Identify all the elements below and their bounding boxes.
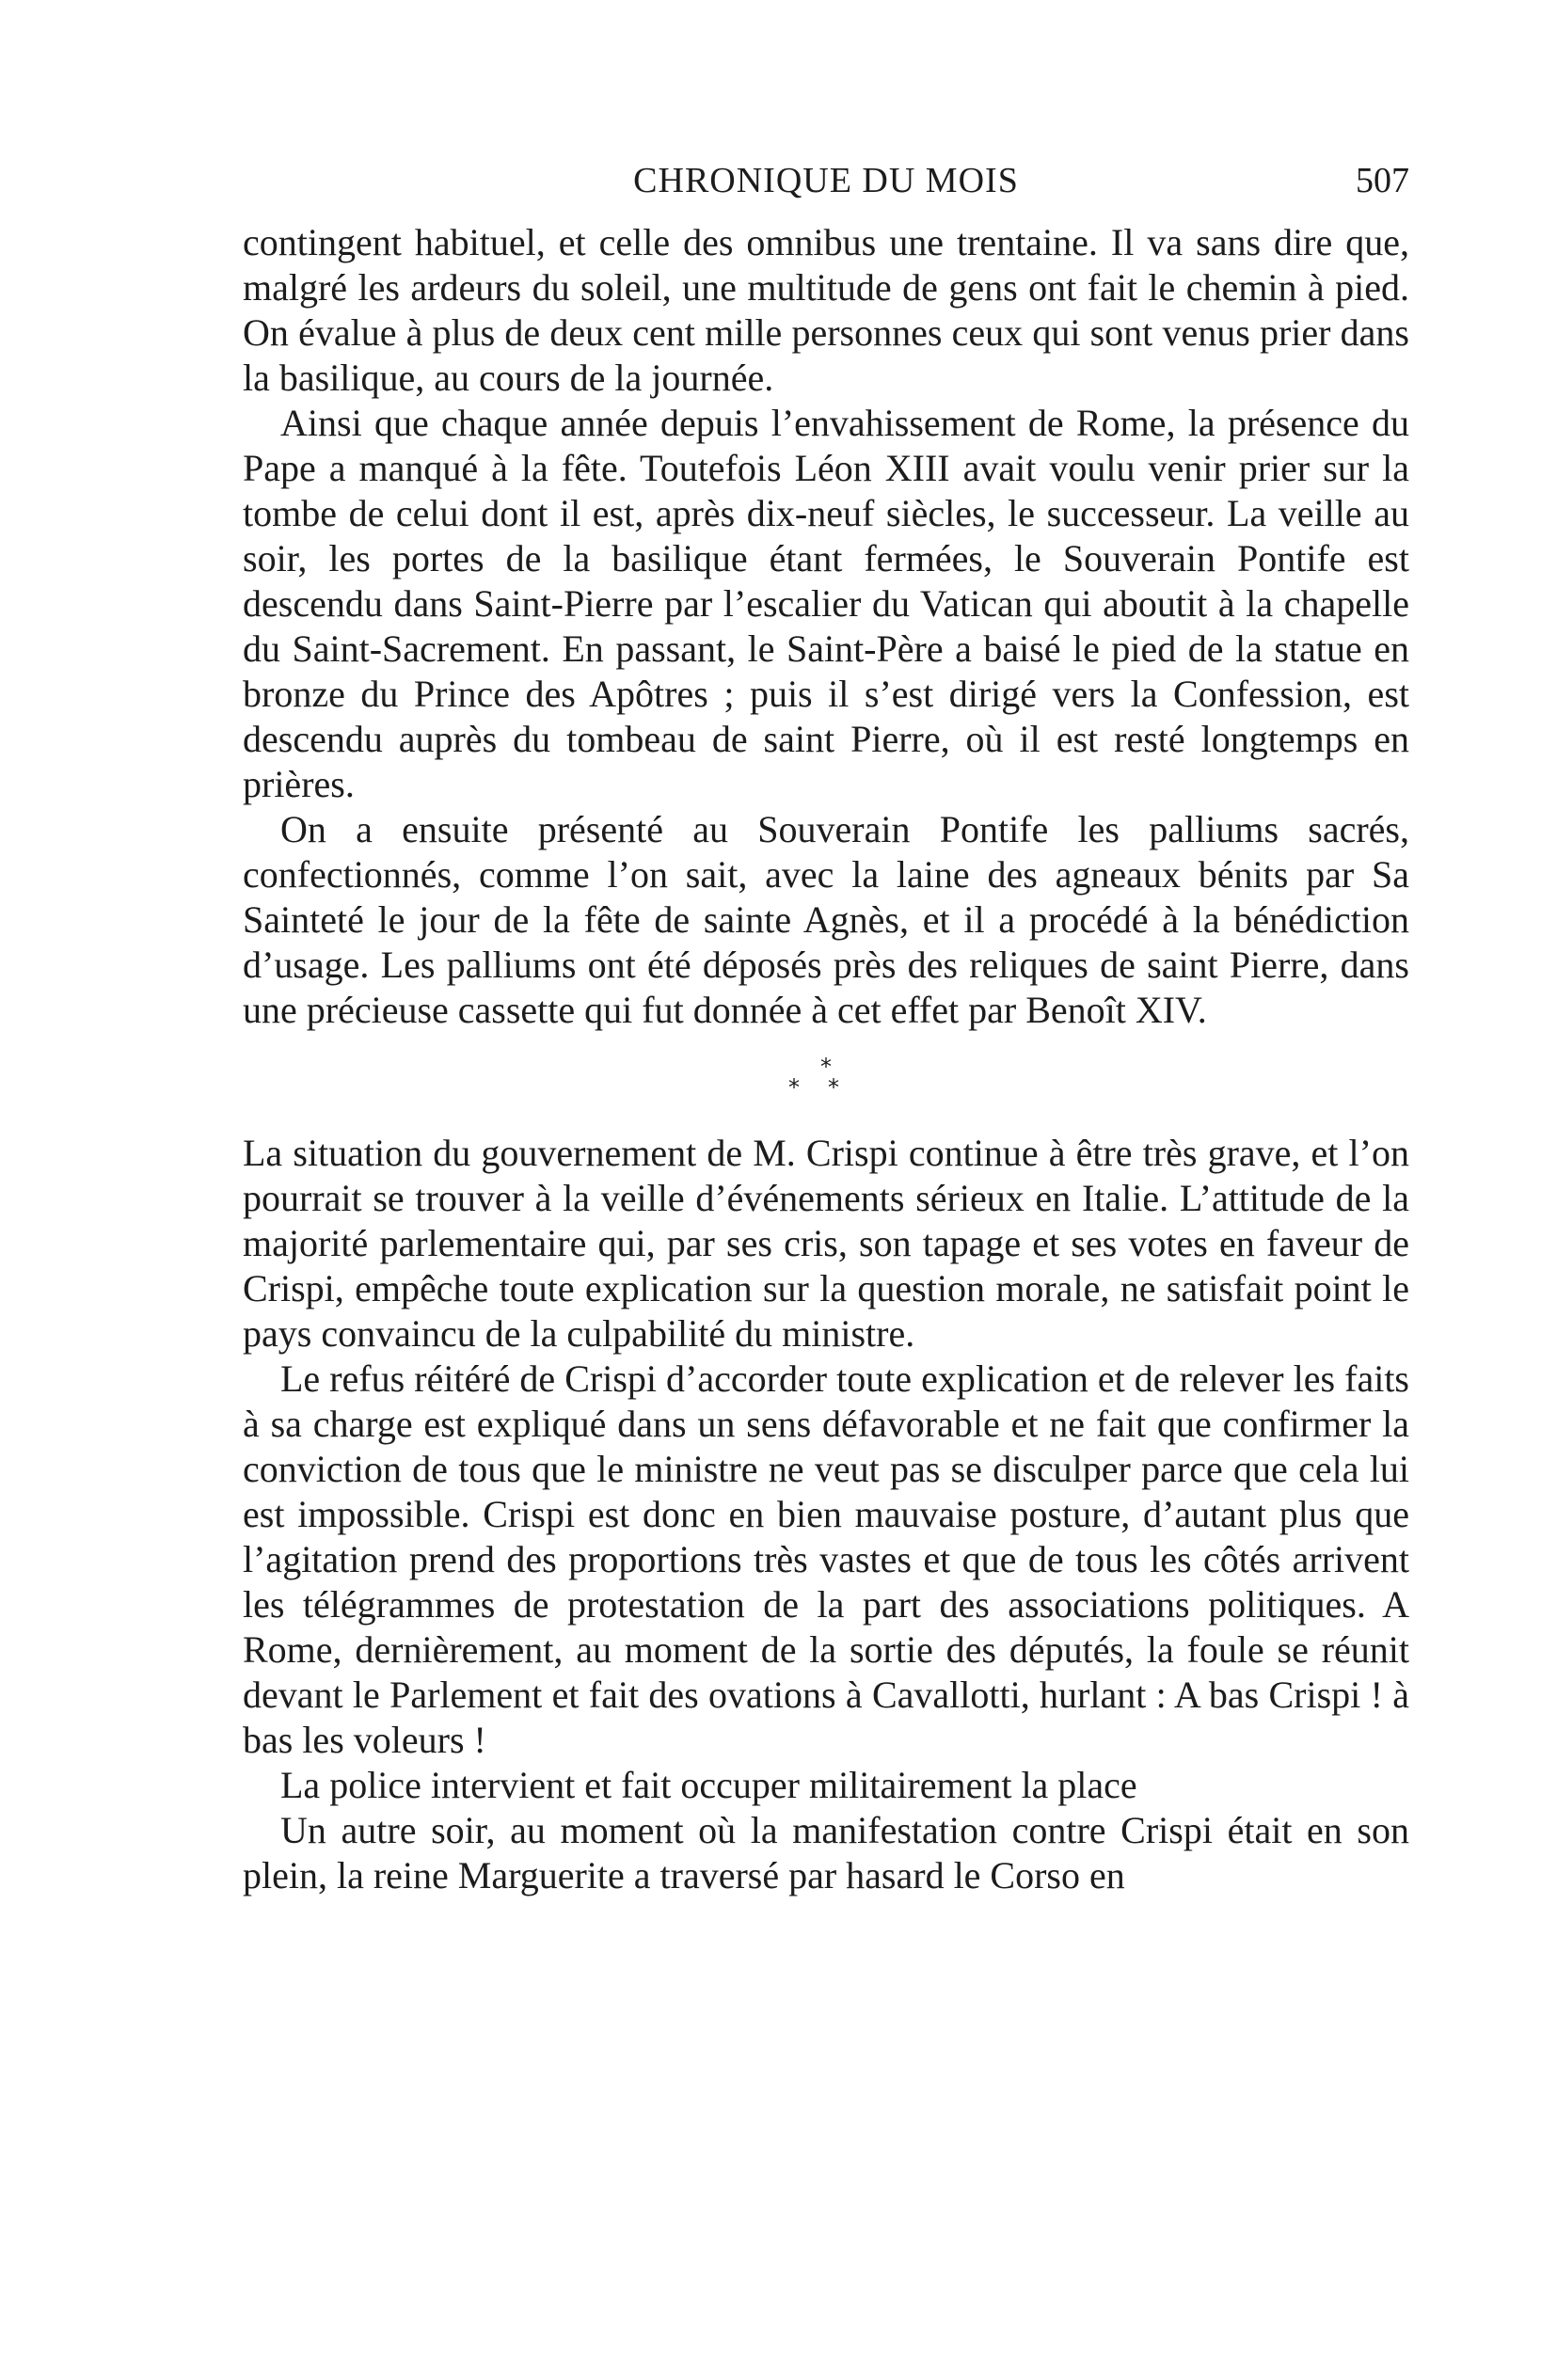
paragraph: Ainsi que chaque année depuis l’envahissement de Rome, la présence du Pape a manqué à la fête. Toutefois Léon XIII avait voulu venir prier sur la tombe de celui dont il est, après dix-neuf siècles, le successeur. La veille au soir, les portes de la basilique étant fermées, le Souverain Pontife est descendu dans Saint-Pierre par l’escalier du Vatican qui aboutit à la chapelle du Saint-Sacrement. En passant, le Saint-Père a baisé le pied de la statue en bronze du Prince des Apôtres ; puis il s’est dirigé vers la Confession, est descendu auprès du tombeau de saint Pierre, où il est resté longtemps en prières. bbox=[243, 402, 1409, 805]
paragraph: Un autre soir, au moment où la manifestation contre Crispi était en son plein, la reine Marguerite a traversé par hasard le Corso en bbox=[243, 1809, 1409, 1896]
book-page bbox=[243, 160, 1409, 1898]
paragraph: Le refus réitéré de Crispi d’accorder toute explication et de relever les faits à sa charge est expliqué dans un sens défavorable et ne fait que confirmer la conviction de tous que le ministre ne veut pas se disculper parce que cela lui est impossible. Crispi est donc en bien mauvaise posture, d’autant plus que l’agitation prend des proportions très vastes et que de tous les côtés arrivent les télégrammes de protestation de la part des associations politiques. A Rome, dernièrement, au moment de la sortie des députés, la foule se réunit devant le Parlement et fait des ovations à Cavallotti, hurlant : A bas Crispi ! à bas les voleurs ! bbox=[243, 1357, 1409, 1761]
running-title: CHRONIQUE DU MOIS bbox=[633, 161, 1019, 200]
asterism-star: * bbox=[788, 1074, 800, 1101]
page-number: 507 bbox=[1356, 161, 1409, 200]
section-separator-asterism bbox=[243, 1039, 1409, 1129]
asterism-star: * bbox=[820, 1054, 832, 1080]
paragraph: La situation du gouvernement de M. Crispi continue à être très grave, et l’on pourrait se trouver à la veille d’événements sérieux en Italie. L’attitude de la majorité parlementaire qui, par ses cris, son tapage et ses votes en faveur de Crispi, empêche toute explication sur la question morale, ne satisfait point le pays convaincu de la culpabilité du ministre. bbox=[243, 1132, 1409, 1355]
running-head bbox=[243, 160, 1409, 209]
paragraph: On a ensuite présenté au Souverain Pontife les palliums sacrés, confectionnés, comme l’on sait, avec la laine des agneaux bénits par Sa Sainteté le jour de la fête de sainte Agnès, et il a procédé à la bénédiction d’usage. Les palliums ont été déposés près des reliques de saint Pierre, dans une précieuse cassette qui fut donnée à cet effet par Benoît XIV. bbox=[243, 808, 1409, 1031]
paragraph: contingent habituel, et celle des omnibus une trentaine. Il va sans dire que, malgré les ardeurs du soleil, une multitude de gens ont fait le chemin à pied. On évalue à plus de deux cent mille personnes ceux qui sont venus prier dans la basilique, au cours de la journée. bbox=[243, 221, 1409, 399]
asterism-star: * bbox=[828, 1074, 839, 1101]
body-text bbox=[243, 220, 1409, 1898]
paragraph: La police intervient et fait occuper militairement la place bbox=[280, 1764, 1137, 1806]
